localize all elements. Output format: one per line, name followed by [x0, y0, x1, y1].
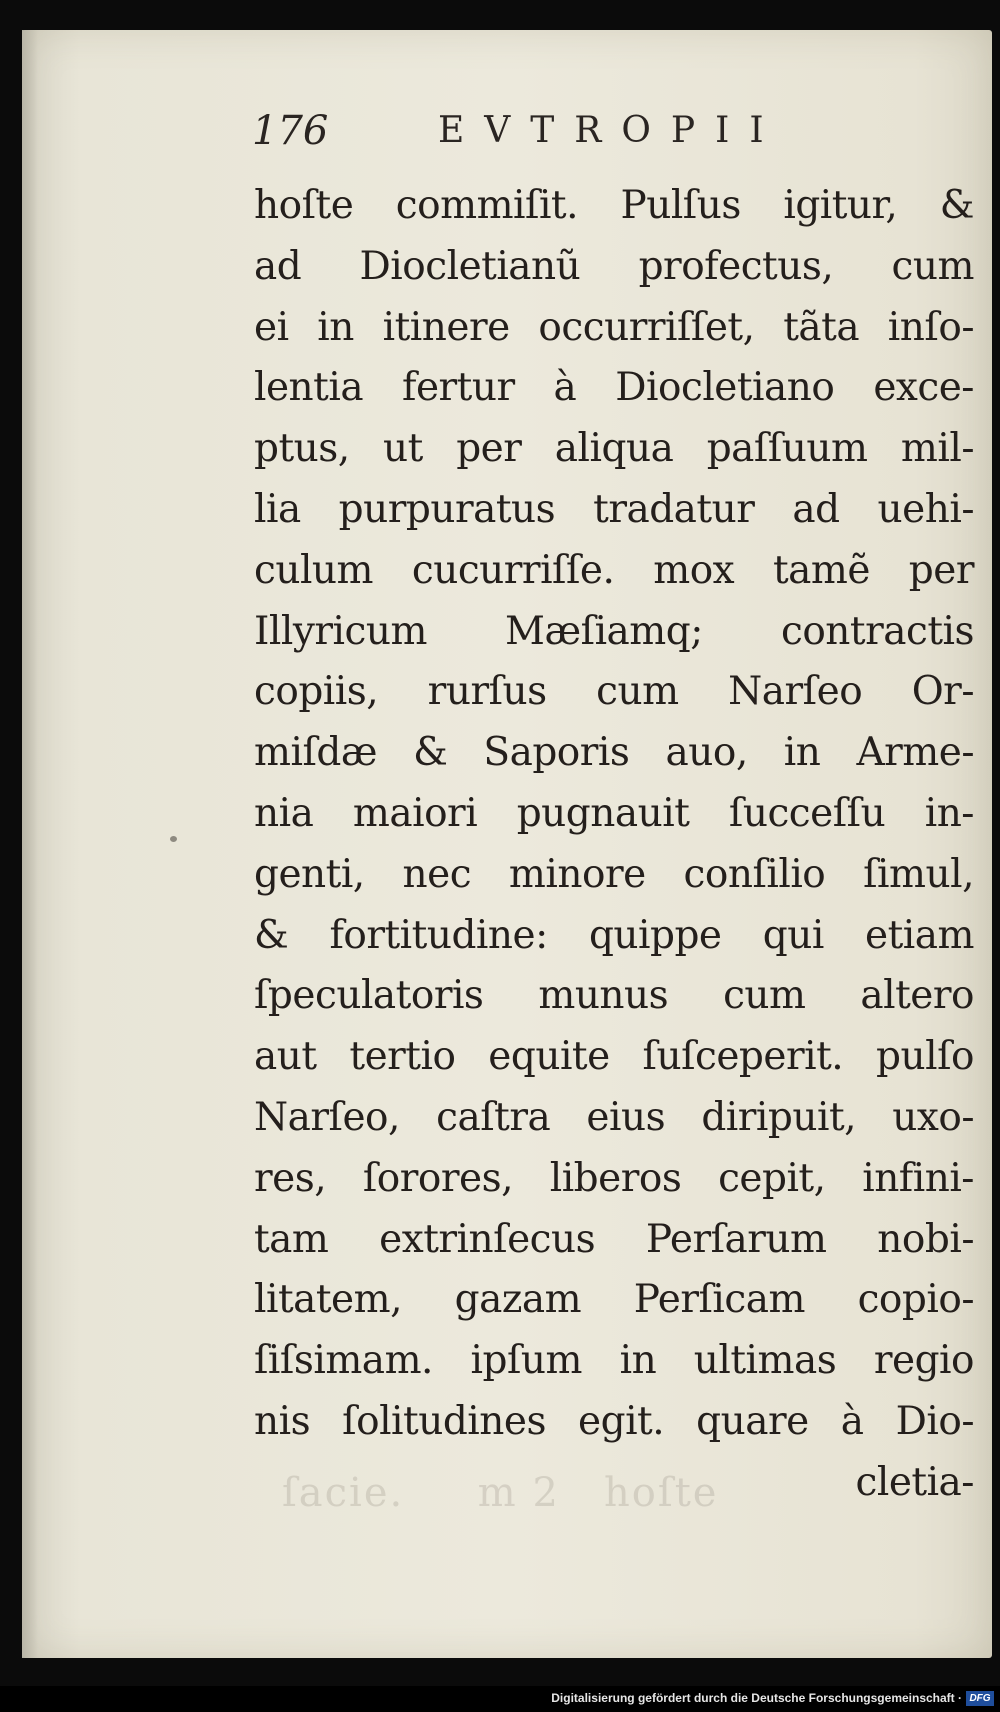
text-line: culum cucurriſſe. mox tamẽ per	[254, 547, 974, 593]
text-line: lentia fertur à Diocletiano exce-	[254, 365, 974, 411]
text-line: ei in itinere occurriſſet, tãta inſo-	[254, 304, 974, 350]
text-line: & fortitudine: quippe qui etiam	[254, 912, 974, 958]
text-line: nis ſolitudines egit. quare à Dio-	[254, 1398, 974, 1444]
text-line: res, ſorores, liberos cepit, infini-	[254, 1155, 974, 1201]
dfg-logo-icon: DFG	[966, 1691, 994, 1706]
text-line: genti, nec minore conſilio ſimul,	[254, 851, 974, 897]
text-line: ſiſsimam. ipſum in ultimas regio	[254, 1338, 974, 1384]
text-line: ſpeculatoris munus cum altero	[254, 973, 974, 1019]
text-line: hoſte commiſit. Pulſus igitur, &	[254, 183, 974, 228]
text-line: tam extrinſecus Perſarum nobi-	[254, 1216, 974, 1262]
text-line: Narſeo, caſtra eius diripuit, uxo-	[254, 1094, 974, 1140]
text-line: nia maiori pugnauit ſucceſſu in-	[254, 790, 974, 836]
text-line: ad Diocletianũ profectus, cum	[254, 243, 974, 289]
footer-bar	[0, 1686, 1000, 1712]
body-text	[254, 176, 974, 1514]
text-line: aut tertio equite ſuſceperit. pulſo	[254, 1034, 974, 1080]
page-number: 176	[252, 108, 329, 154]
catchword: cletia-	[855, 1459, 974, 1505]
text-line: litatem, gazam Perſicam copio-	[254, 1277, 974, 1323]
text-line: lia purpuratus tradatur ad uehi-	[254, 486, 974, 532]
show-through-bleed: ſacie. m 2 hoſte	[282, 1470, 719, 1516]
text-line: copiis, rurſus cum Narſeo Or-	[254, 669, 974, 715]
digitization-credit: Digitalisierung gefördert durch die Deutsche Forschungsgemeinschaft ·	[551, 1691, 962, 1705]
text-line: miſdæ & Saporis auo, in Arme-	[254, 730, 974, 776]
page-gutter-shadow	[22, 30, 38, 1658]
text-line: Illyricum Mæſiamq; contractis	[254, 608, 974, 654]
paper-speck	[170, 836, 177, 842]
page-header	[252, 108, 812, 168]
running-title: EVTROPII	[438, 110, 784, 151]
text-line: ptus, ut per aliqua paſſuum mil-	[254, 426, 974, 472]
